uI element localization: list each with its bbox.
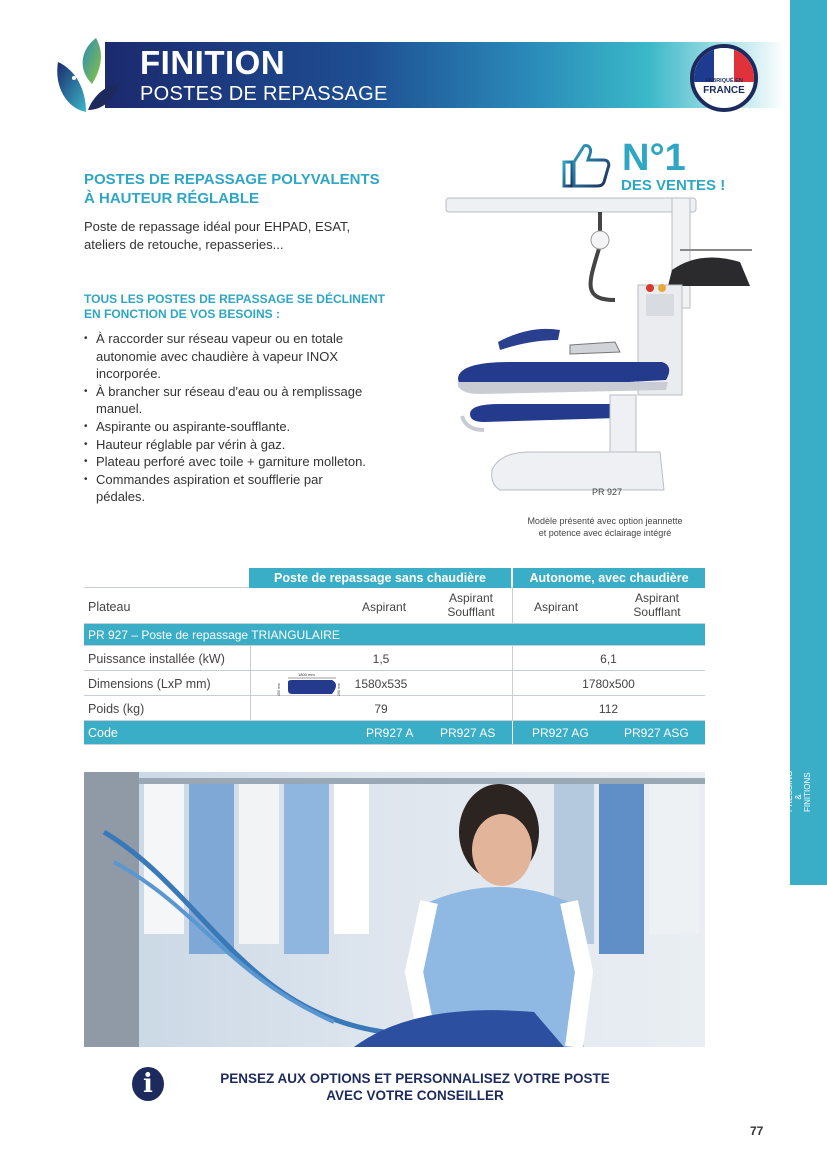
intro-line2: ateliers de retouche, repasseries...: [84, 237, 284, 252]
footer-callout: [185, 1070, 645, 1104]
row-value: 1780x500: [582, 677, 635, 691]
table-subheader-row: [84, 588, 705, 624]
list-item: [84, 330, 424, 383]
bullet-text: • Commandes aspiration et soufflerie par: [96, 471, 323, 487]
side-tab-label: [785, 770, 827, 812]
spec-table: [84, 568, 705, 745]
bullet-text: • Plateau perforé avec toile + garniture molleton.: [96, 454, 366, 470]
main-heading-line1: POSTES DE REPASSAGE POLYVALENTS: [84, 171, 380, 188]
dim-right-label: 200 mm: [337, 683, 341, 696]
machine-caption: PR 927: [592, 487, 623, 497]
code-label: Code: [88, 726, 118, 740]
plateau-label: Plateau: [88, 600, 131, 614]
made-in-france-badge: [690, 44, 758, 112]
product-row-label: PR 927 – Poste de repassage TRIANGULAIRE: [88, 628, 340, 642]
badge-line1: FABRIQUÉ EN: [705, 78, 743, 84]
list-item: [84, 471, 424, 506]
header-title: FINITION: [140, 44, 286, 81]
bullet-text: pédales.: [96, 489, 146, 505]
french-flag-icon: [694, 48, 754, 82]
intro-line1: Poste de repassage idéal pour EHPAD, ESAT,: [84, 219, 351, 234]
best-seller-label: DES VENTES !: [621, 177, 726, 194]
table-divider: [512, 588, 513, 623]
bullet-text: autonomie avec chaudière à vapeur INOX: [96, 348, 339, 364]
intro-text: [84, 218, 404, 254]
row-value: 6,1: [600, 652, 617, 666]
header-subtitle: POSTES DE REPASSAGE: [140, 83, 388, 105]
number-one-label: N°1: [622, 137, 686, 179]
footer-line1: PENSEZ AUX OPTIONS ET PERSONNALISEZ VOTRE POSTE: [220, 1071, 610, 1086]
col-aspirant-soufflant-2: [622, 591, 692, 619]
model-note-line2: et potence avec éclairage intégré: [538, 528, 672, 538]
bullet-text: • À brancher sur réseau d'eau ou à remplissage: [96, 383, 363, 399]
row-label: Poids (kg): [88, 702, 145, 716]
row-value: 79: [374, 702, 388, 716]
row-value: 1,5: [372, 652, 390, 666]
col-label: Aspirant: [448, 591, 494, 605]
sub-heading: [84, 292, 414, 321]
list-item: [84, 453, 424, 471]
dim-top-label: 1800 mm: [298, 672, 315, 677]
side-tab-line2: & FINITIONS: [794, 772, 812, 812]
list-item: [84, 383, 424, 418]
thumbs-up-icon: [560, 140, 612, 190]
table-row: [84, 671, 705, 696]
col-aspirant-2: Aspirant: [534, 600, 579, 614]
main-heading: [84, 170, 414, 208]
bullet-text: incorporée.: [96, 366, 162, 382]
features-list: [84, 330, 424, 506]
header-group-with-boiler: Autonome, avec chaudière: [513, 568, 705, 588]
leaf-logo-icon: [52, 34, 122, 114]
row-value: 1580x535: [354, 677, 408, 691]
table-divider: [512, 721, 513, 744]
sub-heading-line1: TOUS LES POSTES DE REPASSAGE SE DÉCLINENT: [84, 292, 385, 306]
code-row: [84, 721, 705, 745]
sub-heading-line2: EN FONCTION DE VOS BESOINS :: [84, 306, 281, 321]
bullet-text: manuel.: [96, 401, 143, 417]
code-value: PR927 ASG: [624, 726, 689, 740]
bullet-text: • À raccorder sur réseau vapeur ou en totale: [96, 331, 344, 346]
row-label: Dimensions (LxP mm): [88, 677, 211, 691]
side-band: [790, 0, 827, 885]
row-label: Puissance installée (kW): [88, 652, 225, 666]
list-item: [84, 436, 424, 454]
ironing-station-image: [440, 190, 760, 500]
table-row: [84, 696, 705, 721]
col-aspirant-1: Aspirant: [362, 600, 407, 614]
side-band-notch: [790, 845, 827, 885]
code-value: PR927 AS: [440, 726, 496, 740]
badge-line2: FRANCE: [703, 85, 745, 96]
product-row: [84, 624, 705, 646]
dim-left-label: 450 mm: [277, 683, 281, 696]
model-note: [500, 515, 710, 539]
table-header-row: [84, 568, 705, 588]
worker-photo-image: [84, 772, 705, 1047]
bullet-text: • Aspirante ou aspirante-soufflante.: [96, 418, 291, 434]
col-label: Aspirant: [634, 591, 680, 605]
col-label: Soufflant: [633, 605, 681, 619]
model-note-line1: Modèle présenté avec option jeannette: [527, 516, 683, 526]
main-heading-line2: À HAUTEUR RÉGLABLE: [84, 190, 259, 207]
side-tab-line1: PRESSING: [785, 770, 794, 812]
header-group-without-boiler: Poste de repassage sans chaudière: [249, 568, 511, 588]
code-value: PR927 AG: [532, 726, 589, 740]
list-item: [84, 418, 424, 436]
page-number: 77: [750, 1124, 764, 1138]
code-value: PR927 A: [366, 726, 414, 740]
info-icon: i: [132, 1067, 164, 1101]
footer-line2: AVEC VOTRE CONSEILLER: [326, 1088, 504, 1103]
table-row: [84, 646, 705, 671]
row-value: 112: [598, 702, 619, 716]
bullet-text: • Hauteur réglable par vérin à gaz.: [96, 436, 286, 452]
col-label: Soufflant: [447, 605, 495, 619]
col-aspirant-soufflant-1: [436, 591, 506, 619]
